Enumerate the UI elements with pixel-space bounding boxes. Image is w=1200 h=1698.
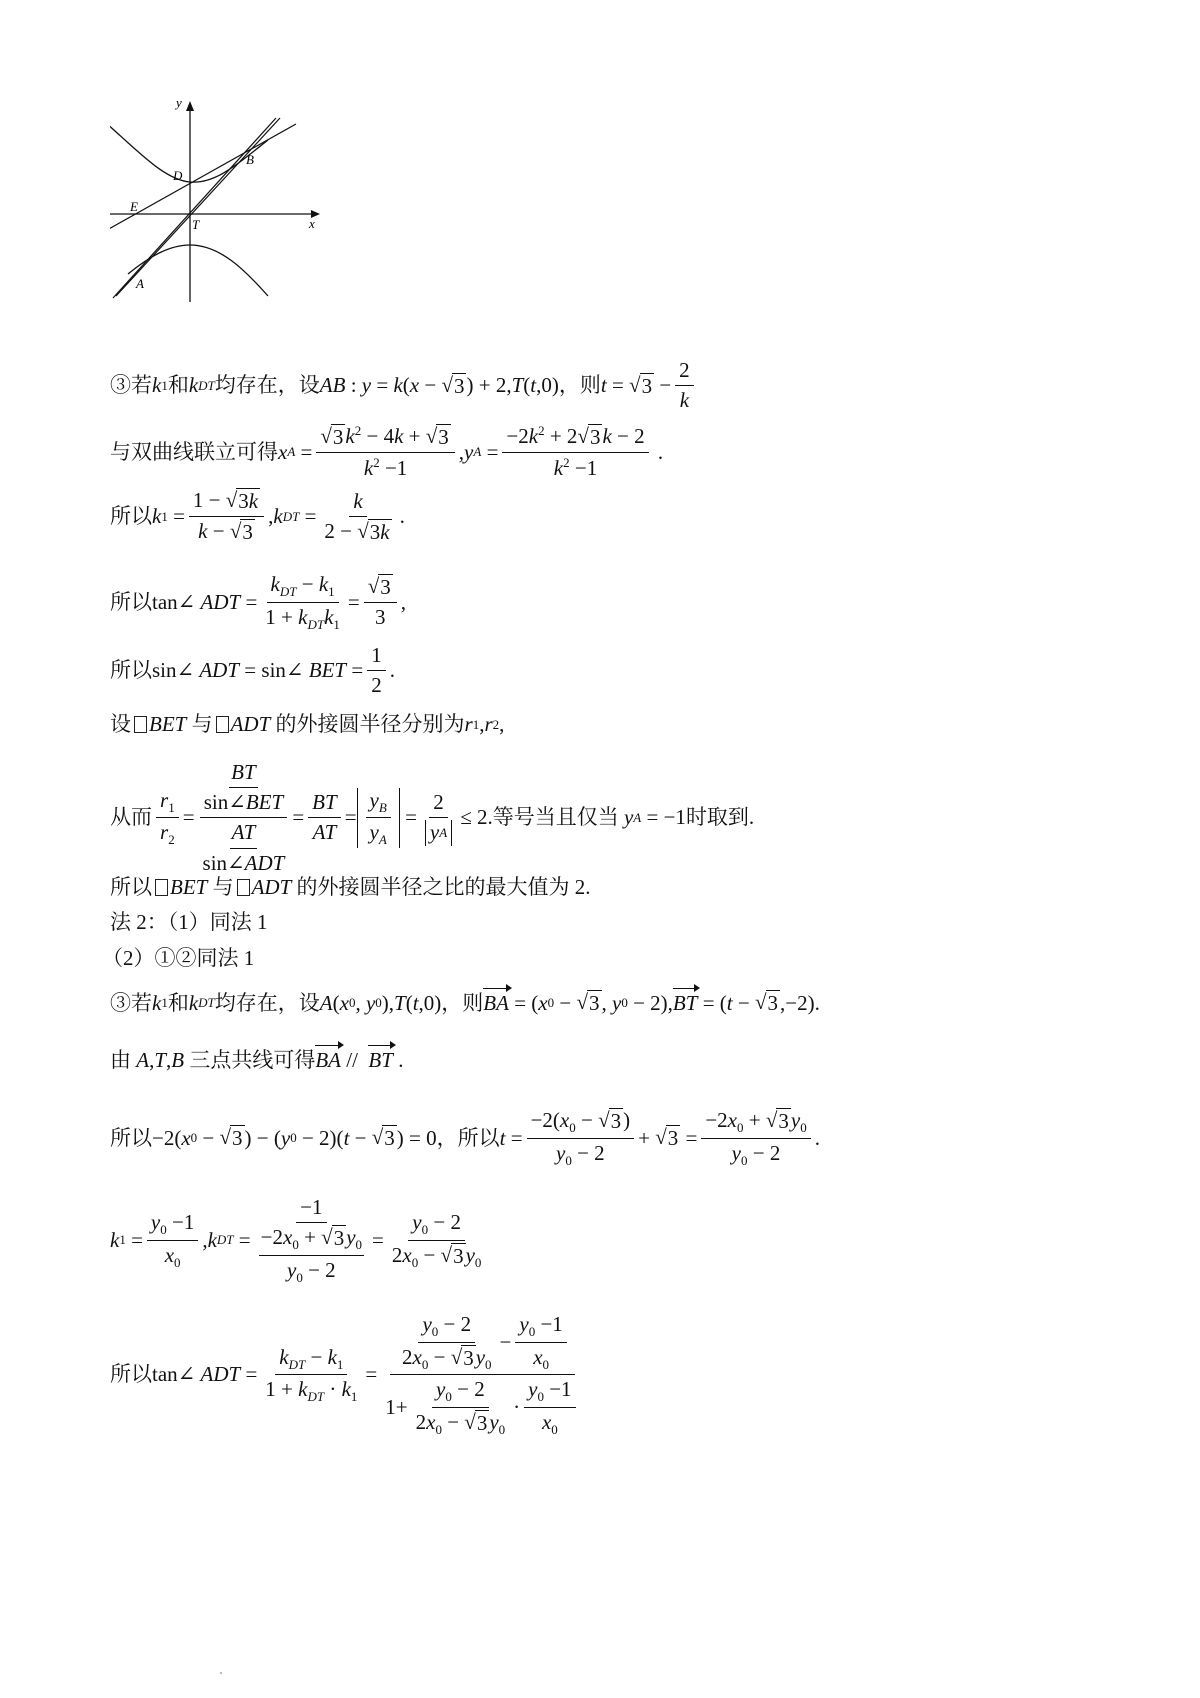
line-tan-ADT-2: 所以 tan∠ ADT = $\frac{k_{DT} - k_1}{1 + k_{DT} \cdot k_1}$ = $y_0 - 2$ $2x_0$ − √ 3 $y_0$ − $\frac{y_0 -1}{x_0}$ 1+ $y_0 - 2$ $2x_0$ − √ 3 $y_0$ · $\frac{y_0 -1}{x_0}$ [110, 1312, 588, 1437]
upper-branch-curve [110, 122, 268, 182]
line-slopes: 所以 k 1 = 1 − √ 3k k − √ 3 , k DT = k 2 − √ 3k . [110, 488, 405, 545]
line-ATB [116, 118, 280, 296]
line-sin-equal: 所以 sin∠ ADT = sin∠ BET = $\frac{1}{2}$ . [110, 643, 395, 698]
lower-branch-curve [128, 245, 268, 296]
label-D: D [173, 168, 183, 183]
line-method2: 法 2：（1）同法 1 [110, 910, 268, 934]
line-tan-ADT: 所以 tan∠ ADT = $\frac{k_{DT} - k_1}{1 + k_{DT}k_1}$ = √ 3 3 , [110, 572, 407, 632]
hyperbola-figure [110, 98, 360, 330]
label-B: B [246, 152, 254, 167]
label-T: T [192, 217, 200, 232]
line-method2-part2: （2）①②同法 1 [102, 946, 255, 970]
label-E: E [130, 199, 138, 214]
line-conclusion: 所以 BET 与 ADT 的外接圆半径之比的最大值为 2. [110, 875, 591, 899]
line-solve-t: 所以 −2( x 0 − √ 3 ) − ( y 0 − 2)( t − √ 3 ) = 0， 所以 t = $-2(x_0$ − √ 3 ) $y_0 - 2$ + √ 3 = $-2x_0$ + √ 3 $y_0$ $y_0 - 2$ . [110, 1108, 820, 1168]
line-vectors: ③若 k 1 和 k DT 均存在，设 A ( x 0 , y 0 ), T ( t ,0) ，则 BA = ( x 0 − √ 3 , y 0 − 2), BT = ( t − √ 3 ,−2). [110, 990, 820, 1015]
y-axis-arrow [186, 101, 194, 111]
line-intersection: 与双曲线联立可得 x A = √ 3 $k^2 - 4k$ + √ 3 $k^2 -1$ , y A = $-2k^2 + 2√$ 3 k − 2 $k^2 -1$ . [110, 423, 664, 481]
line-collinear: 由 A , T , B 三点共线可得 BA // BT . [110, 1048, 404, 1072]
line-setup-AB: ③若 k 1 和 k DT 均存在，设 AB : y = k ( x − √ 3 ) + 2, T ( t ,0) ，则 t = √ 3 − $\frac{2}{k}$ [110, 358, 698, 413]
label-x: x [309, 216, 315, 231]
line-k-values: k 1 = $\frac{y_0 -1}{x_0}$ , k DT = −1 $-2x_0$ + √ 3 $y_0$ $y_0 - 2$ = $y_0 - 2$ $2x_0$ − √ 3 $y_0$ [110, 1195, 482, 1285]
line-ratio: 从而 $\frac{r_1}{r_2}$ = BT sin∠BET AT sin∠ADT = $\frac{BT}{AT}$ = $\frac{y_B}{y_A}$ = 2 y A ≤ 2 .等号当且仅当 y A = −1 时取到. [110, 760, 755, 875]
label-A: A [136, 276, 144, 291]
line-radii-def: 设 BET 与 ADT 的外接圆半径分别为 r 1 , r 2 , [110, 712, 505, 736]
label-y: y [176, 98, 182, 110]
page-dot [220, 1672, 222, 1674]
